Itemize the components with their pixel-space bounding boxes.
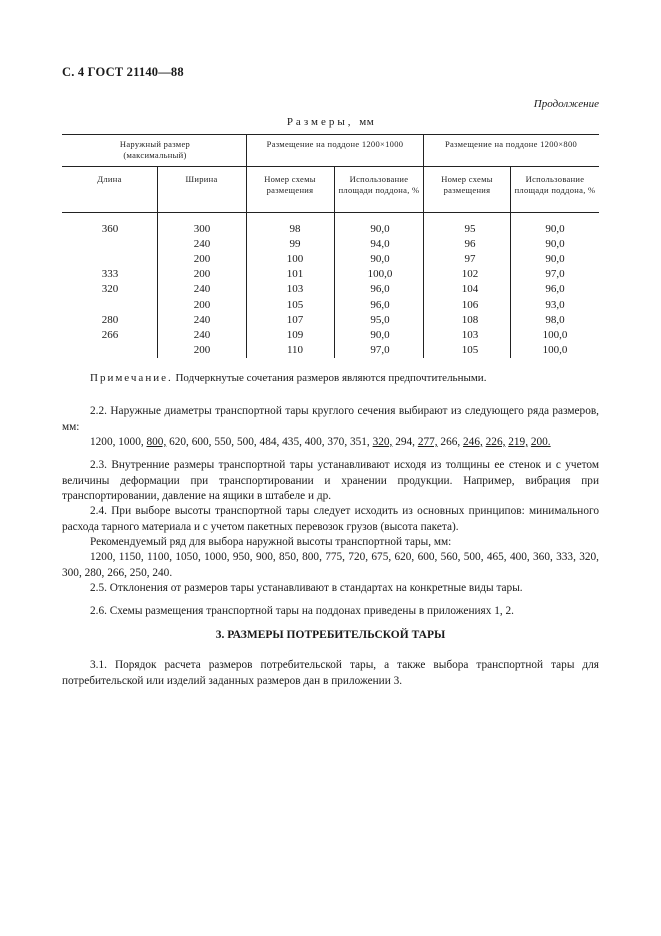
diameter-value: 484, bbox=[259, 436, 280, 448]
cell-usage-a: 90,0 bbox=[370, 253, 390, 266]
cell-scheme-a: 98 bbox=[289, 223, 301, 235]
cell-width: 240 bbox=[193, 313, 211, 326]
note-text: Подчеркнутые сочетания размеров являются предпочтительными. bbox=[175, 372, 487, 384]
table-vline-7 bbox=[510, 166, 511, 358]
cell-usage-a: 100,0 bbox=[367, 268, 393, 281]
section-3-title: 3. РАЗМЕРЫ ПОТРЕБИТЕЛЬСКОЙ ТАРЫ bbox=[215, 629, 446, 641]
header-usage-a: Использование площади поддона, % bbox=[338, 174, 420, 195]
height-series: 1200, 1150, 1100, 1050, 1000, 950, 900, 850, 800, 775, 720, 675, 620, 600, 560, 500, 465, 400, 360, 333, 320, 300, 280, 266, 250, 240. bbox=[62, 551, 599, 579]
diameter-value: 1000, bbox=[118, 436, 144, 448]
cell-width: 200 bbox=[193, 253, 211, 266]
diameter-value: 400, bbox=[304, 436, 325, 448]
cell-width: 200 bbox=[193, 268, 211, 281]
table-caption-unit: мм bbox=[359, 116, 375, 128]
header-width: Ширина bbox=[185, 174, 218, 184]
diameter-value: 370, bbox=[327, 436, 348, 448]
diameter-value: 800, bbox=[146, 436, 167, 448]
table-vline-3 bbox=[157, 166, 158, 358]
cell-usage-a: 90,0 bbox=[370, 328, 390, 341]
cell-usage-b: 96,0 bbox=[545, 283, 565, 296]
header-pallet-1200x800: Размещение на поддоне 1200×800 bbox=[444, 139, 578, 149]
cell-length: 320 bbox=[101, 283, 119, 296]
cell-usage-b: 100,0 bbox=[542, 328, 568, 341]
note-label: Примечание. bbox=[90, 372, 173, 384]
diameter-value: 226, bbox=[485, 436, 506, 448]
cell-scheme-b: 95 bbox=[464, 223, 476, 235]
paragraph-2-4: 2.4. При выборе высоты транспортной тары следует исходить из основных принципов: минимального расхода тарного материала и с учетом пакетных перевозок грузов (высота пакета). bbox=[62, 505, 599, 533]
cell-scheme-b: 108 bbox=[461, 313, 479, 326]
diameter-value: 246, bbox=[463, 436, 483, 448]
cell-width: 240 bbox=[193, 328, 211, 341]
cell-scheme-a: 103 bbox=[286, 283, 304, 296]
cell-usage-a: 94,0 bbox=[370, 238, 390, 251]
header-length: Длина bbox=[97, 174, 122, 184]
diameter-value: 600, bbox=[191, 436, 212, 448]
cell-width: 200 bbox=[193, 298, 211, 311]
cell-length: 360 bbox=[101, 223, 119, 235]
cell-width: 240 bbox=[193, 283, 211, 296]
cell-usage-a: 97,0 bbox=[370, 343, 390, 356]
diameter-value: 550, bbox=[214, 436, 235, 448]
paragraph-2-3: 2.3. Внутренние размеры транспортной тары устанавливают исходя из толщины ее стенок и с учетом величины деформации при транспортировании и хранении продукции. Например, вибрация при транспортировании, давление на ящики в штабеле и др. bbox=[62, 459, 599, 502]
cell-length: 280 bbox=[101, 313, 119, 326]
cell-scheme-a: 99 bbox=[289, 238, 301, 251]
cell-width: 300 bbox=[193, 223, 211, 235]
cell-usage-a: 96,0 bbox=[370, 298, 390, 311]
diameter-series bbox=[62, 435, 599, 451]
diameter-value: 435, bbox=[282, 436, 302, 448]
diameter-value: 294, bbox=[395, 436, 415, 448]
diameter-value: 500, bbox=[236, 436, 257, 448]
table-note bbox=[90, 372, 486, 384]
cell-usage-b: 93,0 bbox=[545, 298, 565, 311]
diameter-value: 351, bbox=[349, 436, 370, 448]
diameter-value: 200. bbox=[530, 436, 551, 448]
cell-scheme-a: 110 bbox=[286, 343, 304, 356]
cell-scheme-b: 105 bbox=[461, 343, 479, 356]
table-top-rule bbox=[62, 134, 599, 135]
cell-usage-b: 90,0 bbox=[545, 253, 565, 266]
cell-length: 266 bbox=[101, 328, 119, 341]
table-vline-5 bbox=[334, 166, 335, 358]
diameter-value: 266, bbox=[440, 436, 461, 448]
cell-scheme-b: 106 bbox=[461, 298, 479, 311]
table-header-rule bbox=[62, 212, 599, 213]
paragraph-2-2: 2.2. Наружные диаметры транспортной тары круглого сечения выбирают из следующего ряда размеров, мм: bbox=[62, 405, 599, 433]
diameter-value: 219, bbox=[508, 436, 529, 448]
header-scheme-a: Номер схемы размещения bbox=[264, 174, 316, 195]
table-vline-2 bbox=[423, 134, 424, 166]
table-group-rule bbox=[62, 166, 599, 167]
table-vline-6 bbox=[423, 166, 424, 358]
table-caption bbox=[0, 116, 661, 128]
cell-scheme-b: 97 bbox=[464, 253, 476, 266]
diameter-value: 620, bbox=[169, 436, 189, 448]
cell-usage-b: 98,0 bbox=[545, 313, 565, 326]
header-pallet-1200x1000: Размещение на поддоне 1200×1000 bbox=[266, 139, 404, 149]
paragraph-2-6: 2.6. Схемы размещения транспортной тары на поддонах приведены в приложениях 1, 2. bbox=[90, 605, 514, 617]
page-header: С. 4 ГОСТ 21140—88 bbox=[62, 65, 184, 79]
header-outer-size: Наружный размер (максимальный) bbox=[119, 139, 191, 160]
cell-usage-a: 96,0 bbox=[370, 283, 390, 296]
paragraph-2-5: 2.5. Отклонения от размеров тары устанавливают в стандартах на конкретные виды тары. bbox=[90, 582, 523, 594]
cell-scheme-b: 102 bbox=[461, 268, 479, 281]
diameter-value: 1200, bbox=[90, 436, 116, 448]
cell-width: 200 bbox=[193, 343, 211, 356]
diameter-value: 277, bbox=[417, 436, 438, 448]
cell-scheme-a: 105 bbox=[286, 298, 304, 311]
header-usage-b: Использование площади поддона, % bbox=[514, 174, 596, 195]
cell-scheme-a: 100 bbox=[286, 253, 304, 266]
table-vline-4 bbox=[246, 166, 247, 358]
cell-width: 240 bbox=[193, 238, 211, 251]
cell-scheme-a: 107 bbox=[286, 313, 304, 326]
diameter-value: 320, bbox=[372, 436, 393, 448]
cell-scheme-a: 109 bbox=[286, 328, 304, 341]
table-caption-text: Размеры, bbox=[286, 116, 354, 128]
continuation-label: Продолжение bbox=[533, 98, 599, 110]
header-scheme-b: Номер схемы размещения bbox=[441, 174, 493, 195]
cell-usage-a: 95,0 bbox=[370, 313, 390, 326]
paragraph-recommended: Рекомендуемый ряд для выбора наружной высоты транспортной тары, мм: bbox=[90, 536, 452, 548]
cell-usage-b: 90,0 bbox=[545, 223, 565, 235]
paragraph-3-1: 3.1. Порядок расчета размеров потребительской тары, а также выбора транспортной тары для потребительской или изделий заданных размеров дан в приложении 3. bbox=[62, 659, 599, 687]
table-vline-1 bbox=[246, 134, 247, 166]
cell-scheme-a: 101 bbox=[286, 268, 304, 281]
cell-scheme-b: 103 bbox=[461, 328, 479, 341]
cell-scheme-b: 104 bbox=[461, 283, 479, 296]
cell-usage-b: 97,0 bbox=[545, 268, 565, 281]
cell-usage-a: 90,0 bbox=[370, 223, 390, 235]
cell-length: 333 bbox=[101, 268, 119, 281]
cell-scheme-b: 96 bbox=[464, 238, 476, 251]
cell-usage-b: 90,0 bbox=[545, 238, 565, 251]
cell-usage-b: 100,0 bbox=[542, 343, 568, 356]
